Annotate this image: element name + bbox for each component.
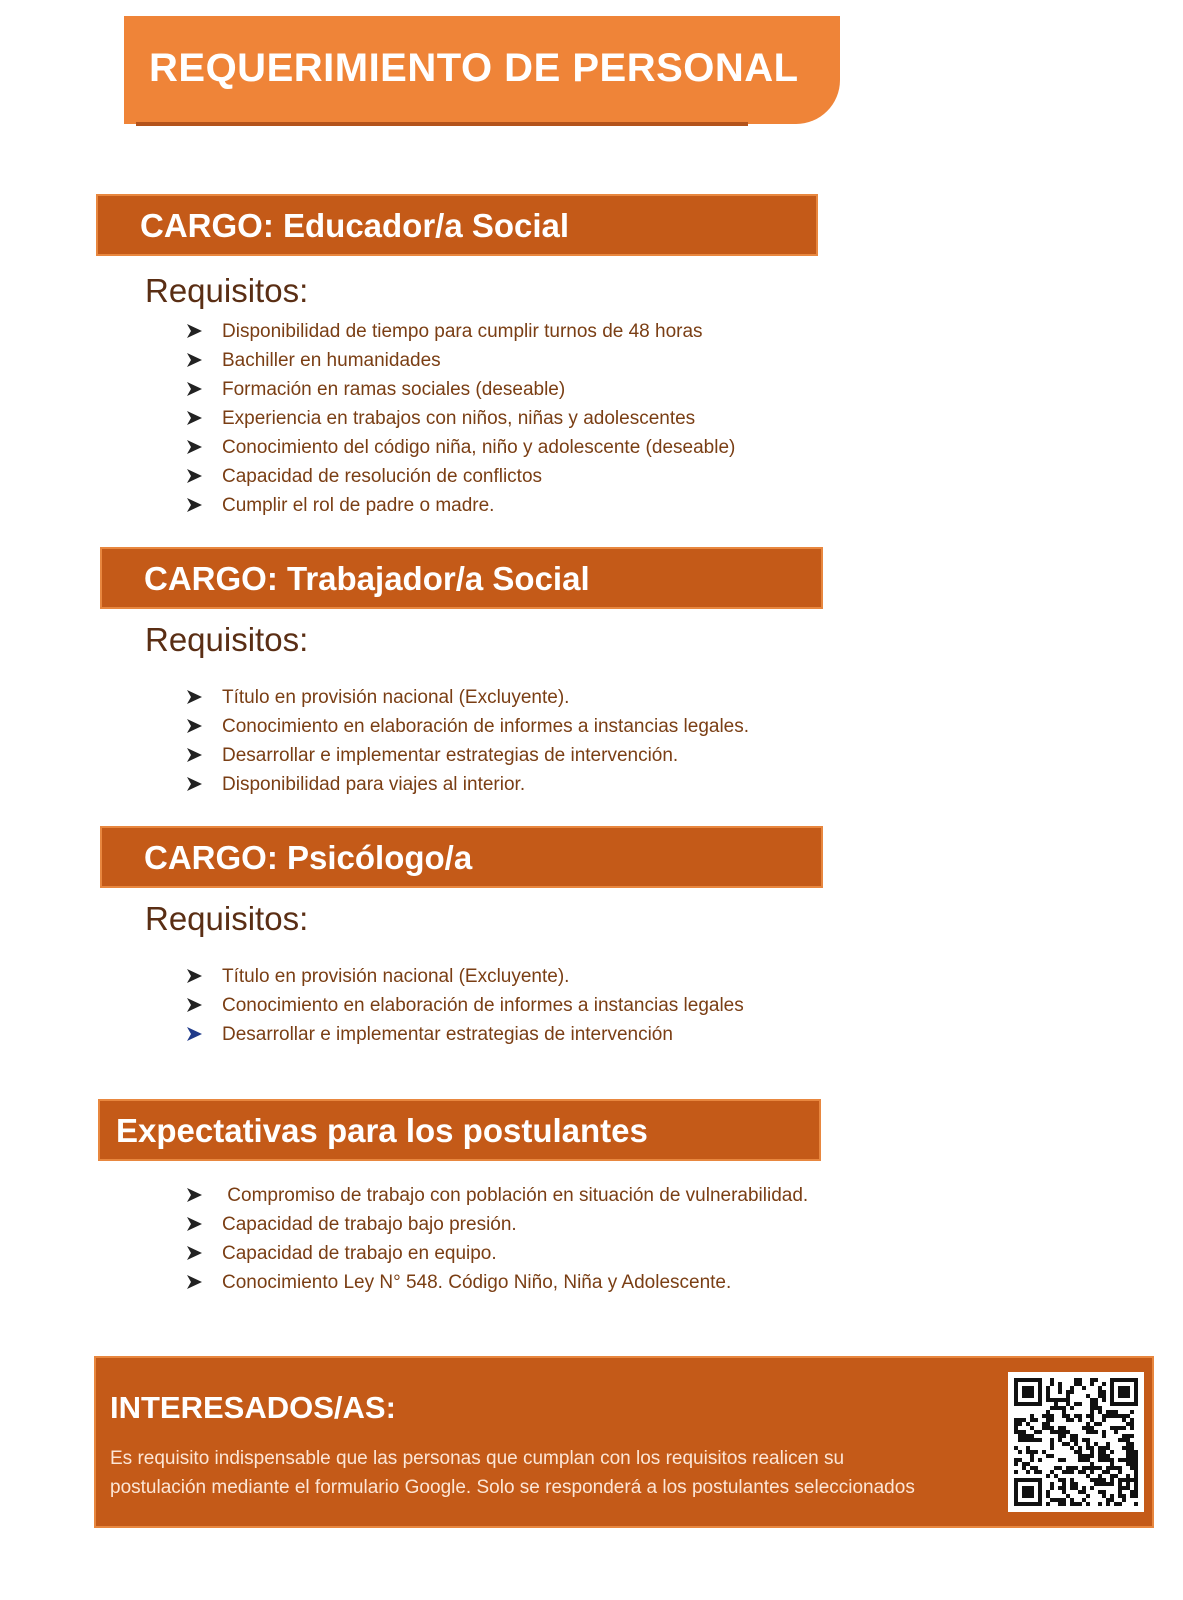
arrow-bullet-icon (186, 1268, 206, 1297)
cargo-title-trabajador: CARGO: Trabajador/a Social (144, 560, 590, 597)
list-item (186, 404, 735, 433)
arrow-bullet-icon (186, 683, 206, 712)
list-item (186, 491, 735, 520)
list-item (186, 962, 744, 991)
cargo-bar-psicologo (100, 826, 823, 888)
arrow-bullet-icon (186, 1210, 206, 1239)
list-item (186, 346, 735, 375)
list-item-text: Disponibilidad de tiempo para cumplir turnos de 48 horas (222, 321, 703, 342)
title-banner-underline (136, 122, 748, 126)
title-banner (124, 16, 840, 124)
arrow-bullet-icon (186, 991, 206, 1020)
list-item-text: Cumplir el rol de padre o madre. (222, 495, 495, 516)
cargo-title-psicologo: CARGO: Psicólogo/a (144, 839, 473, 876)
list-item (186, 1239, 808, 1268)
list-item-text: Capacidad de resolución de conflictos (222, 466, 543, 487)
list-item-text: Capacidad de trabajo en equipo. (222, 1243, 497, 1264)
arrow-bullet-icon (186, 1239, 206, 1268)
arrow-bullet-icon (186, 462, 206, 491)
list-item (186, 770, 749, 799)
list-item (186, 683, 749, 712)
list-item (186, 375, 735, 404)
footer-box (94, 1356, 1154, 1528)
qr-code-icon (1014, 1378, 1138, 1506)
arrow-bullet-icon (186, 346, 206, 375)
expectativas-title: Expectativas para los postulantes (116, 1112, 648, 1149)
arrow-bullet-icon (186, 962, 206, 991)
list-item-text: Capacidad de trabajo bajo presión. (222, 1214, 517, 1235)
list-item-text: Formación en ramas sociales (deseable) (222, 379, 566, 400)
list-item-text: Experiencia en trabajos con niños, niñas y adolescentes (222, 408, 696, 429)
list-item-text: Compromiso de trabajo con población en situación de vulnerabilidad. (222, 1185, 809, 1206)
list-item-text: Título en provisión nacional (Excluyente). (222, 687, 570, 708)
arrow-bullet-icon (186, 404, 206, 433)
list-item-text: Disponibilidad para viajes al interior. (222, 774, 526, 795)
list-item (186, 1210, 808, 1239)
requisitos-list-psicologo (186, 962, 744, 1049)
arrow-bullet-icon (186, 491, 206, 520)
arrow-bullet-icon (186, 1181, 206, 1210)
list-item (186, 1181, 808, 1210)
list-item-text: Conocimiento Ley N° 548. Código Niño, Niña y Adolescente. (222, 1272, 732, 1293)
cargo-title-educador: CARGO: Educador/a Social (140, 207, 570, 244)
cargo-bar-educador (96, 194, 818, 256)
list-item (186, 1020, 744, 1049)
footer-line-1: Es requisito indispensable que las personas que cumplan con los requisitos realicen su (110, 1448, 845, 1469)
arrow-bullet-icon (186, 712, 206, 741)
list-item-text: Bachiller en humanidades (222, 350, 441, 371)
list-item-text: Desarrollar e implementar estrategias de intervención (222, 1024, 673, 1045)
footer-title: INTERESADOS/AS: (110, 1390, 396, 1425)
requisitos-heading-trabajador: Requisitos: (145, 621, 309, 658)
expectativas-list (186, 1181, 808, 1297)
list-item-text: Conocimiento en elaboración de informes a instancias legales (222, 995, 744, 1016)
requisitos-list-trabajador (186, 683, 749, 799)
list-item (186, 991, 744, 1020)
list-item (186, 1268, 808, 1297)
list-item (186, 741, 749, 770)
footer-line-2: postulación mediante el formulario Google. Solo se responderá a los postulantes seleccionados (110, 1477, 915, 1498)
arrow-bullet-icon (186, 770, 206, 799)
list-item-text: Desarrollar e implementar estrategias de intervención. (222, 745, 679, 766)
list-item (186, 433, 735, 462)
requisitos-heading-psicologo: Requisitos: (145, 900, 309, 937)
requisitos-list-educador (186, 317, 735, 520)
list-item-text: Conocimiento en elaboración de informes a instancias legales. (222, 716, 750, 737)
arrow-bullet-icon (186, 741, 206, 770)
list-item-text: Conocimiento del código niña, niño y adolescente (deseable) (222, 437, 736, 458)
list-item (186, 317, 735, 346)
arrow-bullet-icon (186, 1020, 206, 1049)
cargo-bar-trabajador (100, 547, 823, 609)
arrow-bullet-icon (186, 317, 206, 346)
arrow-bullet-icon (186, 375, 206, 404)
list-item-text: Título en provisión nacional (Excluyente). (222, 966, 570, 987)
list-item (186, 712, 749, 741)
requisitos-heading-educador: Requisitos: (145, 272, 309, 309)
qr-code[interactable] (1008, 1372, 1144, 1512)
expectativas-bar (98, 1099, 821, 1161)
page-title: REQUERIMIENTO DE PERSONAL (149, 46, 799, 90)
arrow-bullet-icon (186, 433, 206, 462)
list-item (186, 462, 735, 491)
